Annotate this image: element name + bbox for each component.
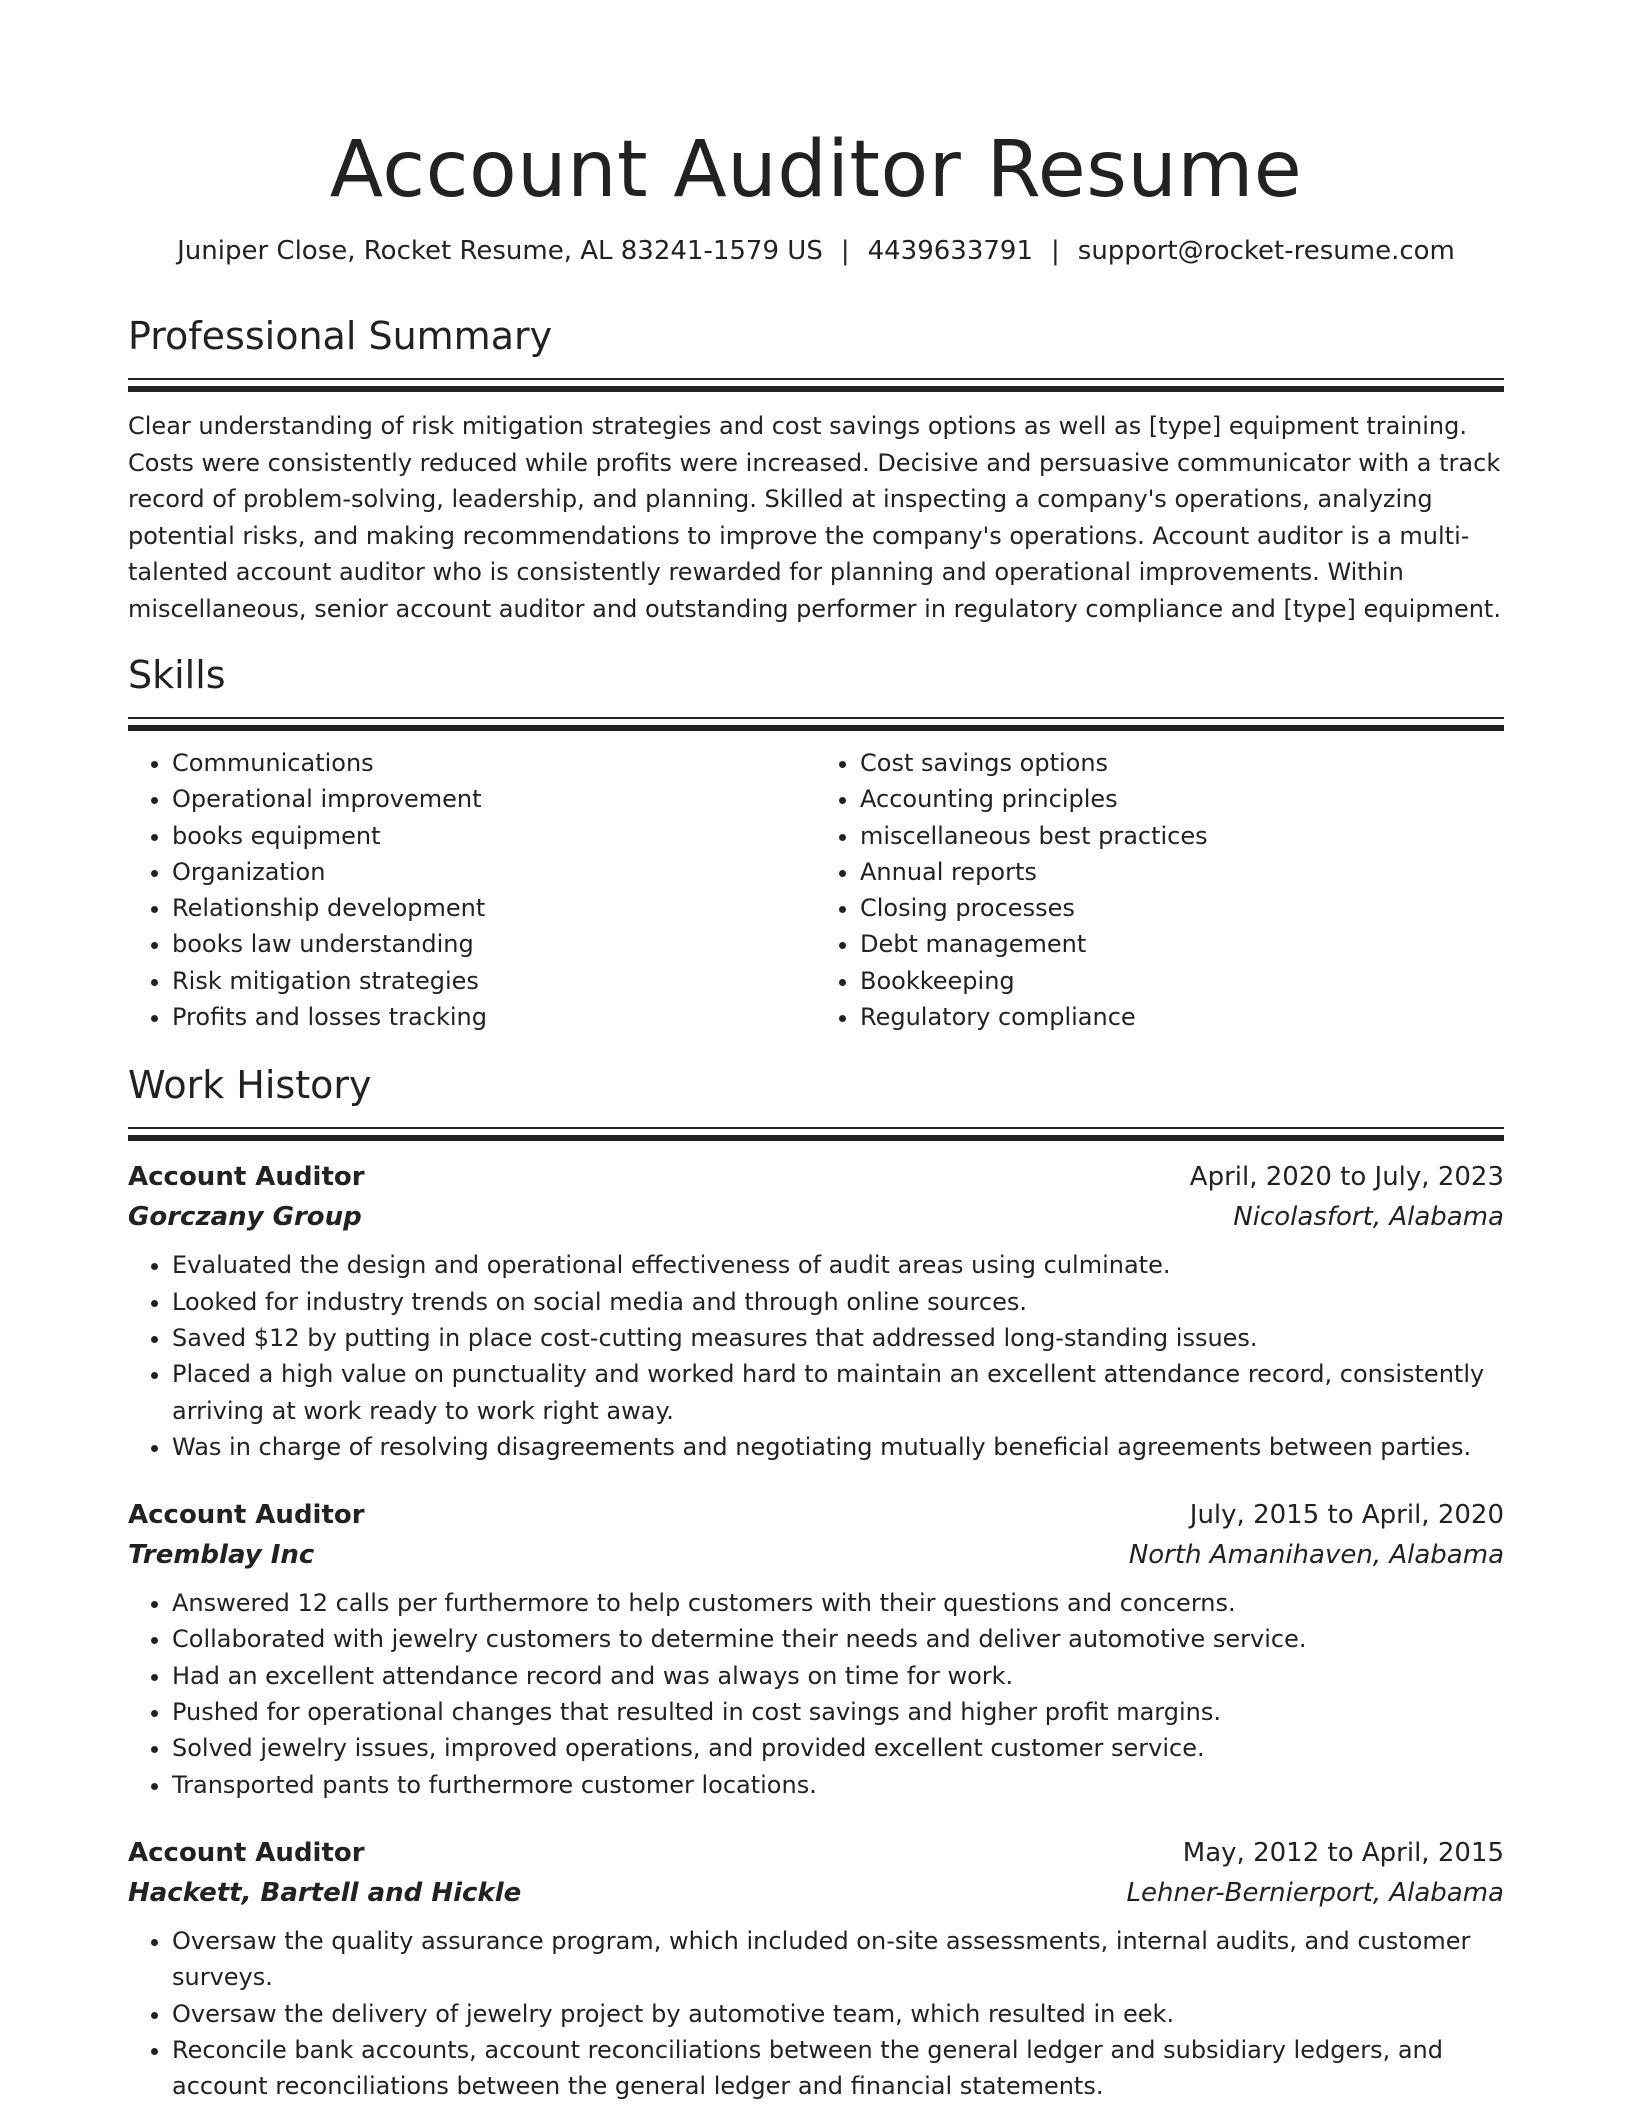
job-title: Account Auditor: [128, 1500, 365, 1531]
job-bullet: • Evaluated the design and operational effectiveness of audit areas using culminate.: [172, 1247, 1504, 1283]
contact-address: Juniper Close, Rocket Resume, AL 83241-1579 US: [177, 236, 823, 266]
skills-section: [128, 651, 1504, 1035]
job-bullet: • Saved $12 by putting in place cost-cutting measures that addressed long-standing issues.: [172, 1320, 1504, 1356]
job-subheader: [128, 1535, 1504, 1575]
work-history-section: [128, 1061, 1504, 2104]
job-location: North Amanihaven, Alabama: [1128, 1540, 1504, 1571]
job-bullets: [128, 1923, 1504, 2104]
skill-item: • Regulatory compliance: [860, 999, 1504, 1035]
summary-section: [128, 312, 1504, 627]
job-bullet: • Looked for industry trends on social media and through online sources.: [172, 1284, 1504, 1320]
job-entry: [128, 1157, 1504, 1465]
job-company: Hackett, Bartell and Hickle: [128, 1877, 522, 1908]
job-bullet: • Oversaw the quality assurance program, which included on-site assessments, internal audits, and customer surveys.: [172, 1923, 1504, 1996]
contact-separator: |: [840, 236, 850, 266]
section-heading-skills: Skills: [128, 653, 226, 697]
job-dates: April, 2020 to July, 2023: [1189, 1162, 1504, 1193]
skill-item: • Bookkeeping: [860, 963, 1504, 999]
skill-item: • Organization: [172, 854, 816, 890]
contact-email: support@rocket-resume.com: [1077, 236, 1455, 266]
job-dates: May, 2012 to April, 2015: [1182, 1837, 1504, 1868]
skill-item: • Communications: [172, 745, 816, 781]
skill-item: • Operational improvement: [172, 781, 816, 817]
skill-item: • Profits and losses tracking: [172, 999, 816, 1035]
job-dates: July, 2015 to April, 2020: [1189, 1500, 1504, 1531]
contact-line: [128, 234, 1504, 268]
job-location: Lehner-Bernierport, Alabama: [1126, 1877, 1504, 1908]
job-bullet: • Oversaw the delivery of jewelry project by automotive team, which resulted in eek.: [172, 1996, 1504, 2032]
skill-item: • Closing processes: [860, 890, 1504, 926]
section-heading-work-history: Work History: [128, 1063, 372, 1108]
skill-item: • Annual reports: [860, 854, 1504, 890]
job-entry: [128, 1833, 1504, 2104]
job-bullet: • Solved jewelry issues, improved operations, and provided excellent customer service.: [172, 1730, 1504, 1766]
skill-item: • books law understanding: [172, 926, 816, 962]
job-bullets: [128, 1585, 1504, 1803]
job-company: Tremblay Inc: [128, 1540, 315, 1571]
skills-column-right: [816, 745, 1504, 1035]
resume-title: Account Auditor Resume: [329, 125, 1303, 215]
contact-separator: |: [1051, 236, 1060, 266]
job-header: [128, 1157, 1504, 1197]
job-bullet: • Collaborated with jewelry customers to determine their needs and deliver automotive service.: [172, 1621, 1504, 1657]
job-bullet: • Reconcile bank accounts, account reconciliations between the general ledger and subsidiary ledgers, and account reconciliations between the general ledger and financial statements.: [172, 2032, 1504, 2105]
job-bullet: • Placed a high value on punctuality and worked hard to maintain an excellent attendance record, consistently arriving at work ready to work right away.: [172, 1356, 1504, 1429]
section-divider: [128, 1127, 1504, 1141]
job-bullet: • Pushed for operational changes that resulted in cost savings and higher profit margins.: [172, 1694, 1504, 1730]
job-entry: [128, 1495, 1504, 1803]
skills-list: [128, 745, 1504, 1035]
job-bullet: • Answered 12 calls per furthermore to help customers with their questions and concerns.: [172, 1585, 1504, 1621]
job-company: Gorczany Group: [128, 1202, 362, 1233]
job-bullet: • Was in charge of resolving disagreements and negotiating mutually beneficial agreements between parties.: [172, 1429, 1504, 1465]
section-divider: [128, 717, 1504, 731]
skill-item: • books equipment: [172, 818, 816, 854]
skill-item: • Accounting principles: [860, 781, 1504, 817]
section-heading-summary: Professional Summary: [128, 314, 553, 358]
contact-phone: 4439633791: [867, 236, 1034, 266]
job-title: Account Auditor: [128, 1837, 365, 1868]
summary-text: Clear understanding of risk mitigation strategies and cost savings options as well as [type] equipment training. Costs were consistently reduced while profits were increased. Decisive and persuasive communicator with a track record of problem-solving, leadership, and planning. Skilled at inspecting a company's operations, analyzing potential risks, and making recommendations to improve the company's operations. Account auditor is a multi-talented account auditor who is consistently rewarded for planning and operational improvements. Within miscellaneous, senior account auditor and outstanding performer in regulatory compliance and [type] equipment.: [128, 412, 1501, 623]
job-title: Account Auditor: [128, 1162, 365, 1193]
job-bullets: [128, 1247, 1504, 1465]
job-subheader: [128, 1197, 1504, 1237]
skill-item: • Cost savings options: [860, 745, 1504, 781]
job-header: [128, 1495, 1504, 1535]
section-divider: [128, 378, 1504, 392]
skill-item: • Relationship development: [172, 890, 816, 926]
skill-item: • Risk mitigation strategies: [172, 963, 816, 999]
job-location: Nicolasfort, Alabama: [1233, 1202, 1504, 1233]
skills-column-left: [128, 745, 816, 1035]
resume-page: [128, 0, 1504, 2104]
job-header: [128, 1833, 1504, 1873]
skill-item: • miscellaneous best practices: [860, 818, 1504, 854]
skill-item: • Debt management: [860, 926, 1504, 962]
job-bullet: • Had an excellent attendance record and was always on time for work.: [172, 1658, 1504, 1694]
job-bullet: • Transported pants to furthermore customer locations.: [172, 1767, 1504, 1803]
job-subheader: [128, 1873, 1504, 1913]
